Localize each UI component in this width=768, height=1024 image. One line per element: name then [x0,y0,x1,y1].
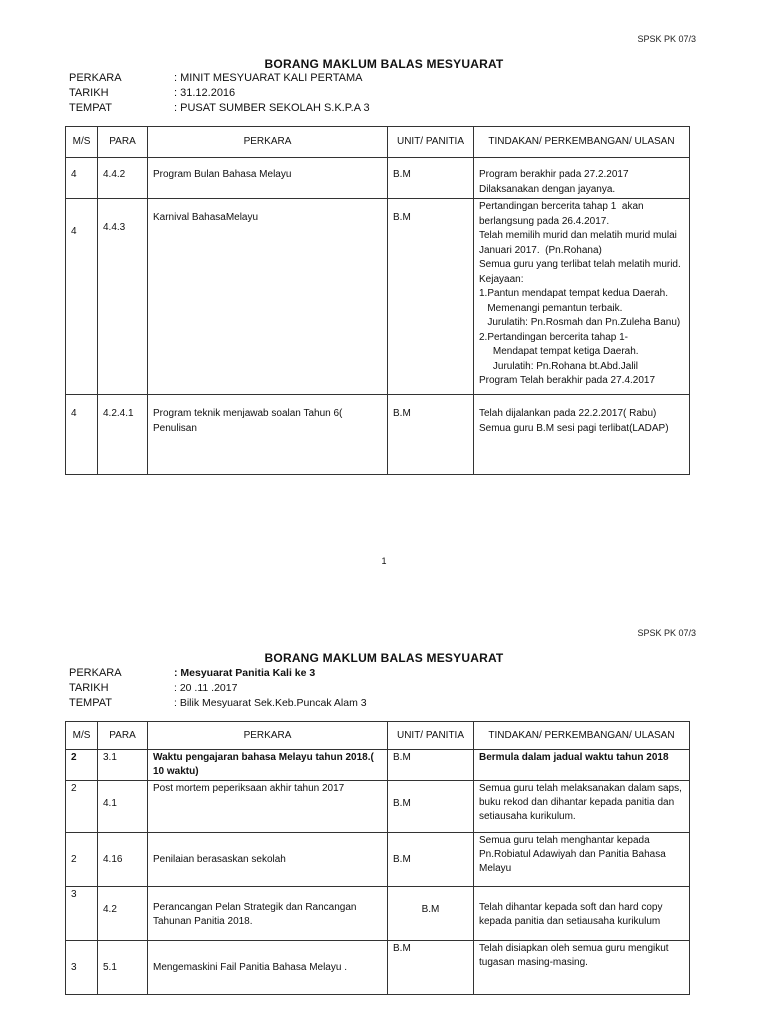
tindakan-line: Jurulatih: Pn.Rohana bt.Abd.Jalil [479,360,638,372]
cell-tindakan [474,833,690,887]
meta-label: PERKARA [69,667,122,679]
meta-row-tempat [69,101,370,116]
cell-ms: 2 [66,833,98,887]
cell-tindakan [474,781,690,833]
cell-unit: B.M [388,833,474,887]
header-unit: UNIT/ PANITIA [388,127,474,158]
meta-row-tarikh [69,681,367,696]
meta-row-tempat [69,696,367,711]
tindakan-line: Dilaksanakan dengan jayanya. [479,183,616,195]
meta-row-tarikh [69,86,370,101]
cell-para: 3.1 [98,750,148,781]
header-unit: UNIT/ PANITIA [388,722,474,750]
minutes-table [65,721,690,995]
cell-unit: B.M [388,781,474,833]
cell-tindakan [474,395,690,475]
tindakan-line: Melayu [479,863,512,874]
cell-perkara: Post mortem peperiksaan akhir tahun 2017 [148,781,388,833]
tindakan-line: Memenangi pemantun terbaik. [479,302,623,314]
meta-value: : Mesyuarat Panitia Kali ke 3 [174,667,316,679]
header-ms: M/S [66,722,98,750]
cell-perkara: Waktu pengajaran bahasa Melayu tahun 2018.( 10 waktu) [148,750,388,781]
meta-row-perkara [69,666,367,681]
cell-para: 4.2.4.1 [98,395,148,475]
cell-para: 5.1 [98,941,148,995]
meta-value: : Bilik Mesyuarat Sek.Keb.Puncak Alam 3 [174,697,367,709]
cell-perkara: Penilaian berasaskan sekolah [148,833,388,887]
table-row [66,158,690,199]
tindakan-line: Semua guru telah melaksanakan dalam saps, [479,783,682,794]
document-page-2 [0,590,768,1024]
cell-tindakan [474,887,690,941]
table-row [66,887,690,941]
cell-para: 4.2 [98,887,148,941]
tindakan-line: tugasan masing-masing. [479,957,588,968]
meeting-meta [69,71,370,116]
cell-para: 4.16 [98,833,148,887]
table-header-row [66,722,690,750]
cell-perkara: Perancangan Pelan Strategik dan Rancangan Tahunan Panitia 2018. [148,887,388,941]
tindakan-line: 2.Pertandingan bercerita tahap 1- [479,331,628,343]
table-row [66,941,690,995]
meta-row-perkara [69,71,370,86]
table-row [66,395,690,475]
meta-label: TARIKH [69,87,109,99]
tindakan-line: Pertandingan bercerita tahap 1 akan [479,201,644,212]
document-code: SPSK PK 07/3 [637,34,696,44]
tindakan-line: Telah memilih murid dan melatih murid mulai [479,230,677,241]
tindakan-line: Program Telah berakhir pada 27.4.2017 [479,375,656,386]
cell-tindakan [474,199,690,395]
cell-perkara: Karnival BahasaMelayu [148,199,388,395]
tindakan-line: kepada panitia dan setiausaha kurikulum [479,916,661,927]
cell-tindakan [474,158,690,199]
tindakan-line: Telah dihantar kepada soft dan hard copy [479,902,663,913]
tindakan-line: Telah disiapkan oleh semua guru mengikut [479,943,669,954]
cell-ms: 4 [66,158,98,199]
cell-unit: B.M [388,750,474,781]
cell-para: 4.4.2 [98,158,148,199]
meta-value: : PUSAT SUMBER SEKOLAH S.K.P.A 3 [174,102,370,114]
meta-label: TEMPAT [69,697,112,709]
meta-value: : MINIT MESYUARAT KALI PERTAMA [174,72,363,84]
header-tindakan: TINDAKAN/ PERKEMBANGAN/ ULASAN [474,127,690,158]
table-row [66,199,690,395]
cell-ms: 2 [66,781,98,833]
header-perkara: PERKARA [148,127,388,158]
tindakan-line: Mendapat tempat ketiga Daerah. [479,346,639,357]
tindakan-line: Program berakhir pada 27.2.2017 [479,169,629,180]
cell-ms: 4 [66,199,98,395]
header-ms: M/S [66,127,98,158]
meeting-meta [69,666,367,711]
cell-para: 4.1 [98,781,148,833]
form-title: BORANG MAKLUM BALAS MESYUARAT [264,651,504,665]
tindakan-line: berlangsung pada 26.4.2017. [479,215,610,227]
meta-value: : 31.12.2016 [174,87,236,99]
tindakan-line: Telah dijalankan pada 22.2.2017( Rabu) [479,408,657,419]
cell-unit: B.M [388,395,474,475]
cell-unit: B.M [388,887,474,941]
cell-perkara: Mengemaskini Fail Panitia Bahasa Melayu . [148,941,388,995]
header-para: PARA [98,127,148,158]
cell-unit: B.M [388,158,474,199]
tindakan-line: Semua guru yang terlibat telah melatih murid. [479,259,681,270]
cell-ms: 3 [66,887,98,941]
tindakan-line: Januari 2017. (Pn.Rohana) [479,244,602,256]
cell-para: 4.4.3 [98,199,148,395]
cell-perkara: Program Bulan Bahasa Melayu [148,158,388,199]
cell-unit: B.M [388,941,474,995]
cell-ms: 3 [66,941,98,995]
table-row [66,781,690,833]
cell-perkara: Program teknik menjawab soalan Tahun 6( Penulisan [148,395,388,475]
tindakan-line: buku rekod dan dihantar kepada panitia dan [479,797,675,808]
tindakan-line: Kejayaan: [479,273,524,285]
header-tindakan: TINDAKAN/ PERKEMBANGAN/ ULASAN [474,722,690,750]
tindakan-line: setiausaha kurikulum. [479,811,576,822]
table-header-row [66,127,690,158]
header-para: PARA [98,722,148,750]
tindakan-line: Pn.Robiatul Adawiyah dan Panitia Bahasa [479,849,666,860]
tindakan-line: Jurulatih: Pn.Rosmah dan Pn.Zuleha Banu) [479,317,681,328]
meta-label: PERKARA [69,72,122,84]
tindakan-line: Semua guru B.M sesi pagi terlibat(LADAP) [479,422,669,434]
tindakan-line: 1.Pantun mendapat tempat kedua Daerah. [479,288,669,299]
page-number: 1 [381,556,387,566]
minutes-table [65,126,690,475]
table-row [66,750,690,781]
tindakan-line: Bermula dalam jadual waktu tahun 2018 [479,752,669,763]
cell-tindakan [474,750,690,781]
cell-unit: B.M [388,199,474,395]
meta-label: TARIKH [69,682,109,694]
form-title: BORANG MAKLUM BALAS MESYUARAT [264,57,504,71]
meta-value: : 20 .11 .2017 [174,682,238,694]
cell-ms: 2 [66,750,98,781]
cell-tindakan [474,941,690,995]
document-code: SPSK PK 07/3 [637,628,696,638]
tindakan-line: Semua guru telah menghantar kepada [479,835,650,846]
meta-label: TEMPAT [69,102,112,114]
cell-ms: 4 [66,395,98,475]
header-perkara: PERKARA [148,722,388,750]
table-row [66,833,690,887]
